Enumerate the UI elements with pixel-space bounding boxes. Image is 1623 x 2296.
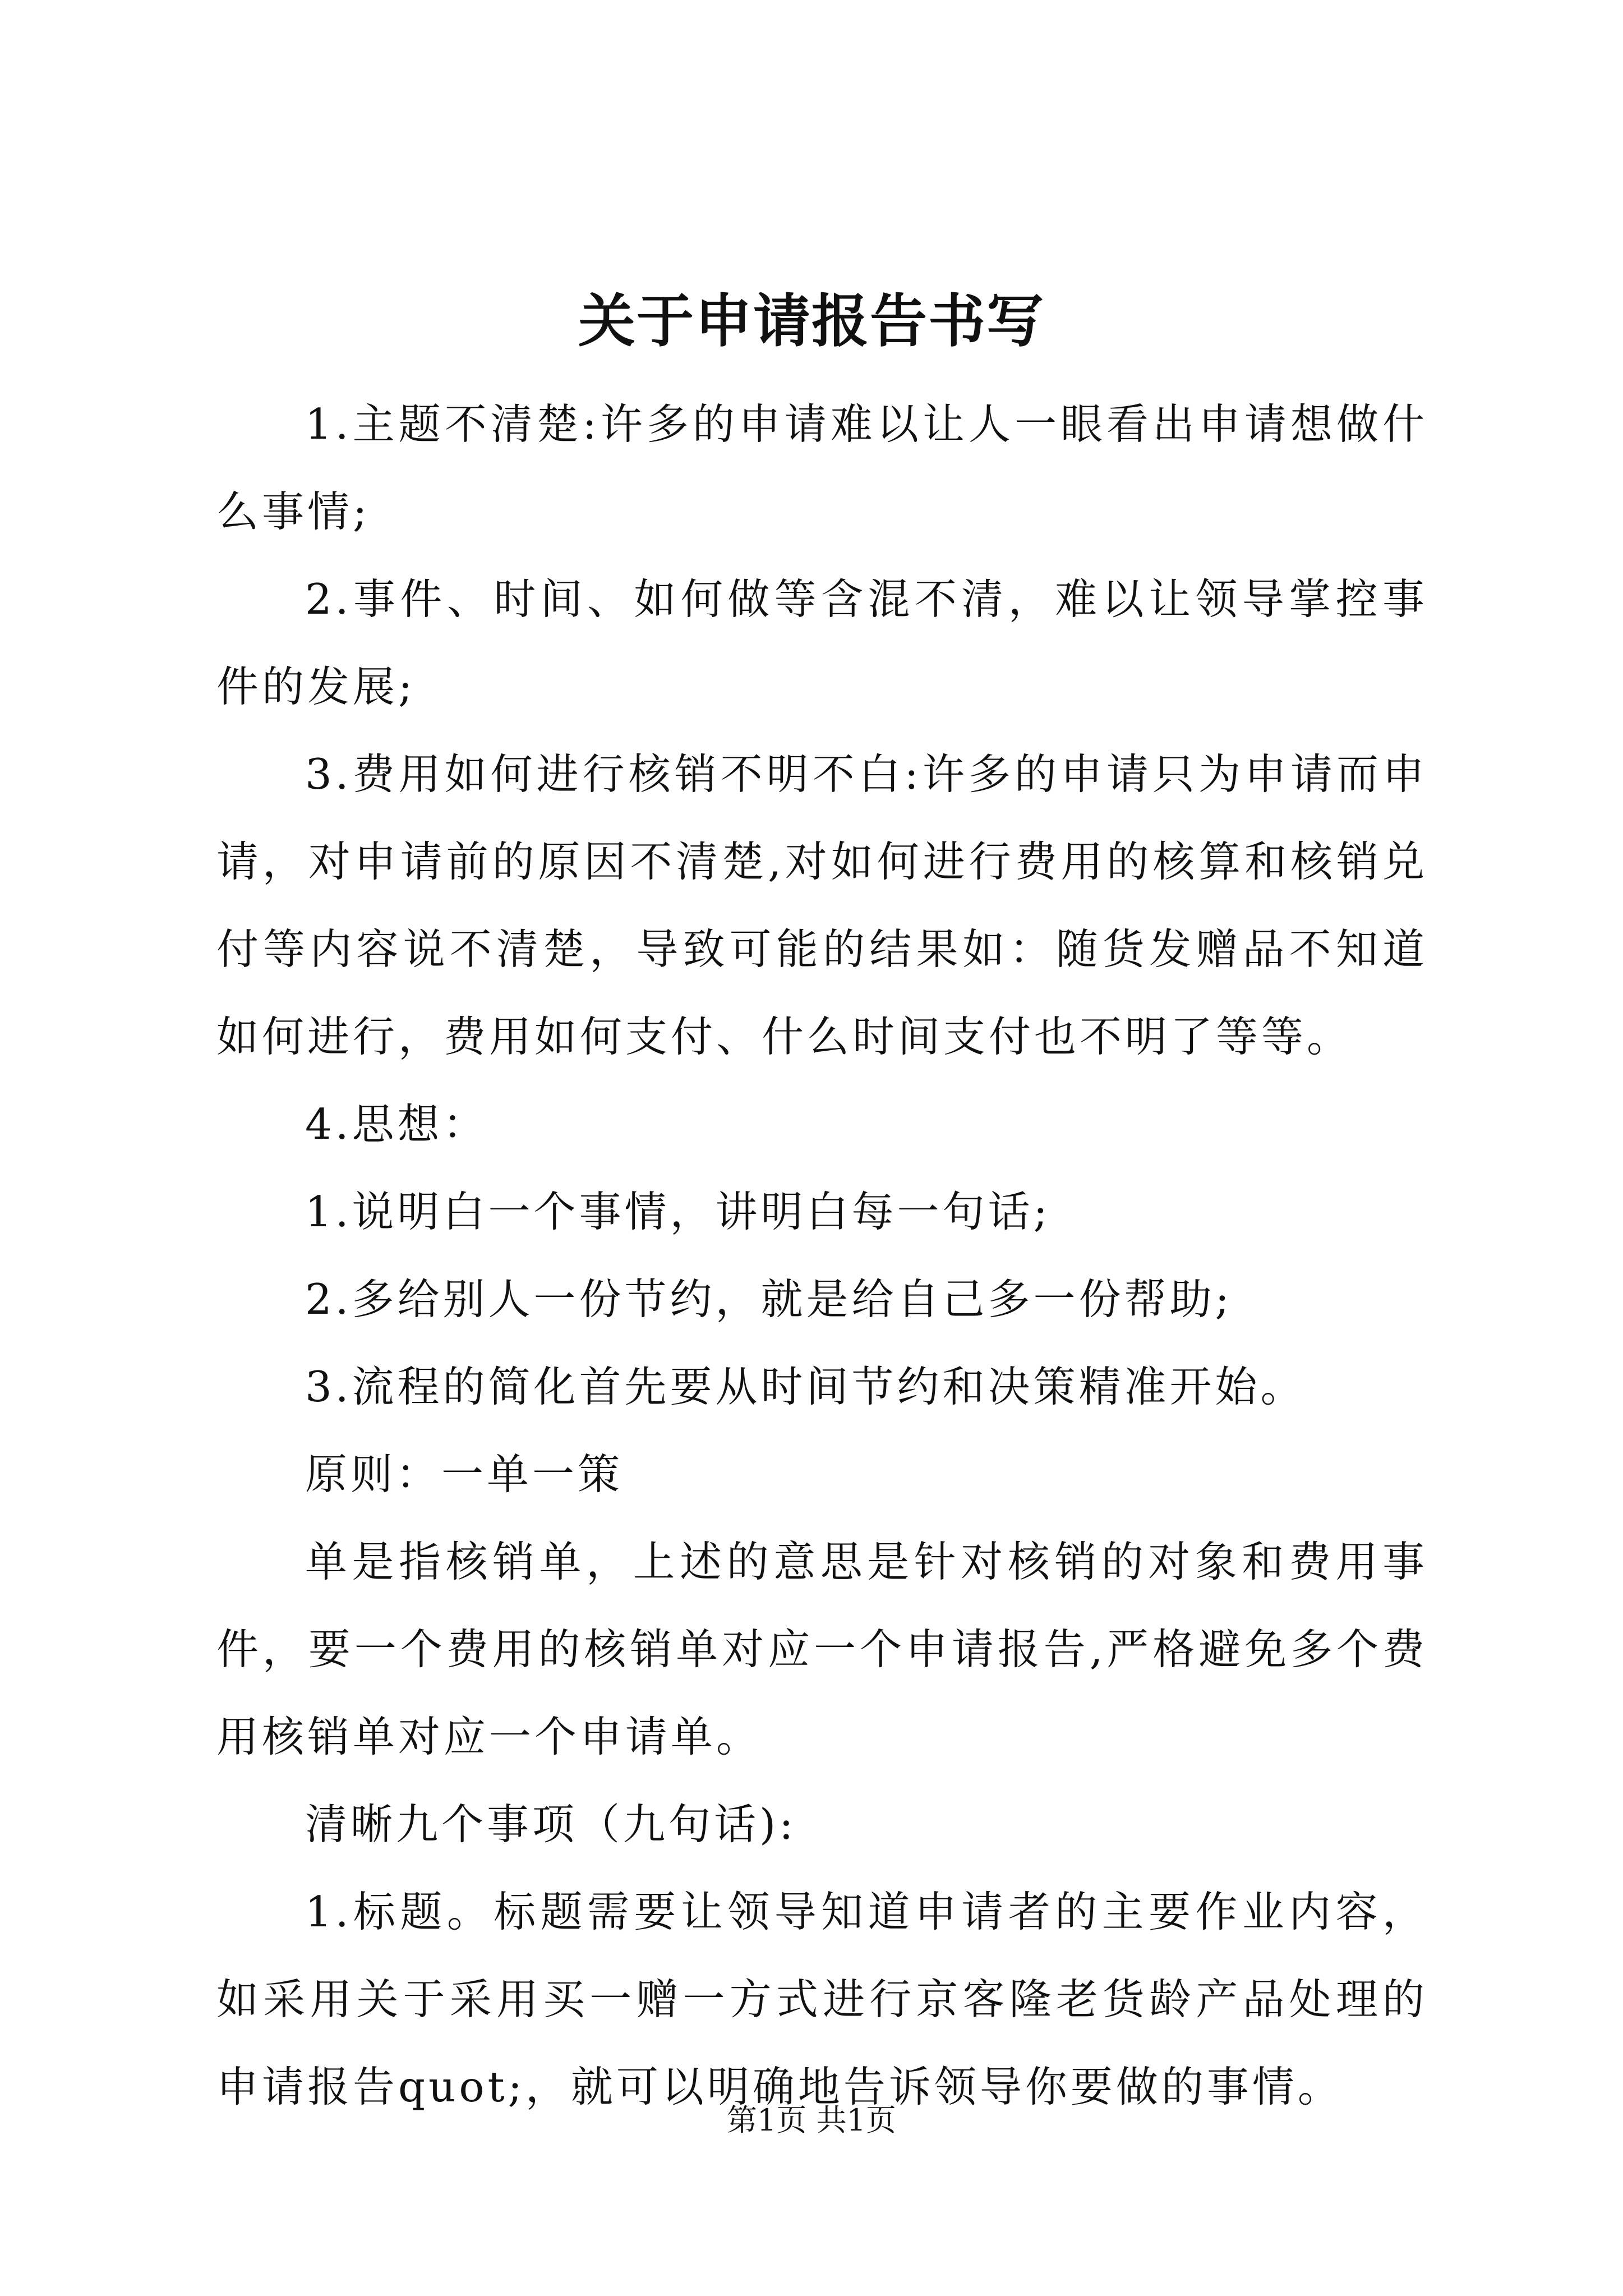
paragraph: 原则：一单一策 [305,1450,624,1499]
paragraph: 2.多给别人一份节约，就是给自己多一份帮助; [305,1274,1233,1324]
paragraph: 3.流程的简化首先要从时间节约和决策精准开始。 [305,1362,1306,1411]
document-title: 关于申请报告书写 [578,288,1045,355]
page-footer: 第1页 共1页 [727,2102,896,2138]
paragraph: 1.说明白一个事情，讲明白每一句话; [305,1187,1051,1236]
paragraph: 4.思想： [305,1099,488,1149]
paragraph: 2.事件、时间、如何做等含混不清，难以让领导掌控事件的发展; [216,574,1428,711]
paragraph: 清晰九个事项（九句话): [305,1800,797,1849]
paragraph: 1.主题不清楚:许多的申请难以让人一眼看出申请想做什么事情; [216,399,1428,536]
paragraph: 3.费用如何进行核销不明不白:许多的申请只为申请而申请，对申请前的原因不清楚,对如何进行费用的核算和核销兑付等内容说不清楚，导致可能的结果如：随货发赠品不知道如何进行，费用如何支付、什么时间支付也不明了等等。 [216,749,1428,1061]
paragraph: 单是指核销单，上述的意思是针对核销的对象和费用事件，要一个费用的核销单对应一个申请报告,严格避免多个费用核销单对应一个申请单。 [216,1537,1428,1761]
paragraph: 1.标题。标题需要让领导知道申请者的主要作业内容，如采用关于采用买一赠一方式进行京客隆老货龄产品处理的申请报告quot;，就可以明确地告诉领导你要做的事情。 [216,1887,1428,2111]
document-body [216,380,1428,2131]
